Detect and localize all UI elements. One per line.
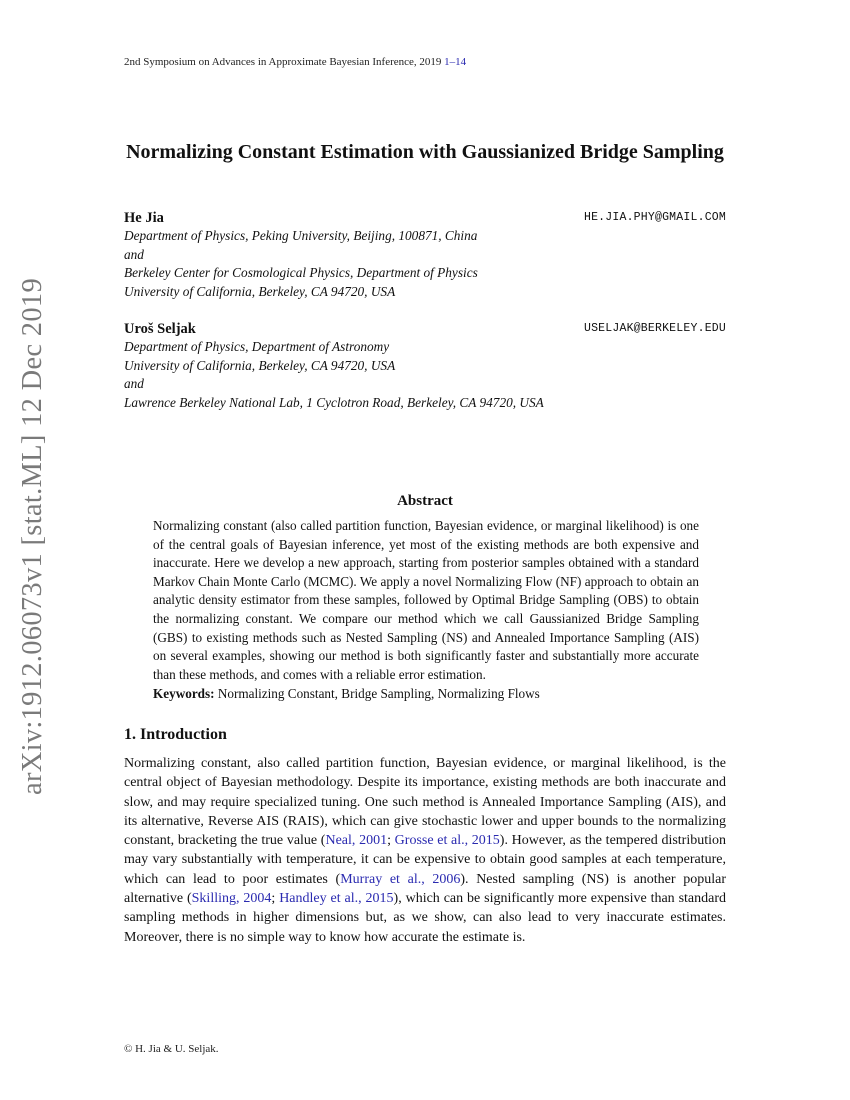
- section-heading: 1. Introduction: [124, 726, 227, 743]
- citation-link[interactable]: Handley et al., 2015: [279, 891, 394, 907]
- citation-link[interactable]: Grosse et al., 2015: [394, 833, 500, 849]
- affiliation-line: University of California, Berkeley, CA 94720, USA: [124, 284, 396, 300]
- copyright-footer: © H. Jia & U. Seljak.: [124, 1043, 219, 1055]
- affiliation-line: Lawrence Berkeley National Lab, 1 Cyclotron Road, Berkeley, CA 94720, USA: [124, 395, 544, 411]
- affiliation-line: and: [124, 246, 144, 262]
- keywords-label: Keywords:: [153, 686, 215, 701]
- affiliation-line: Department of Physics, Peking University, Beijing, 100871, China: [124, 228, 478, 243]
- author-name: He Jia: [124, 210, 164, 226]
- citation-link[interactable]: Murray et al., 2006: [340, 871, 461, 887]
- running-header: [124, 56, 466, 68]
- author-email[interactable]: USELJAK@BERKELEY.EDU: [583, 322, 726, 335]
- author-block-2: [124, 321, 726, 413]
- text-run: ). However, as the tempered distribution may vary substantially with temperature, it can be expensive to obtain good samples at each temperature, which can lead to poor estimates (: [124, 833, 727, 887]
- citation-link[interactable]: Skilling, 2004: [191, 891, 272, 907]
- text-run: ), which can be significantly more expensive than standard sampling methods in higher dimensions but, as we show, can also lead to very inaccurate estimates. Moreover, there is no simple way to know how accurate the estimate is.: [124, 891, 726, 945]
- arxiv-stamp: arXiv:1912.06073v1 [stat.ML] 12 Dec 2019: [17, 278, 48, 795]
- page-range-link[interactable]: 1–14: [444, 56, 467, 68]
- text-run: ). Nested sampling (NS) is another popular alternative (: [124, 871, 726, 907]
- text-run: ;: [271, 891, 280, 907]
- introduction-paragraph: [124, 754, 726, 947]
- text-run: ;: [387, 833, 395, 849]
- affiliation-line: Berkeley Center for Cosmological Physics, Department of Physics: [124, 265, 478, 281]
- author-email[interactable]: HE.JIA.PHY@GMAIL.COM: [583, 211, 726, 224]
- abstract-text: Normalizing constant (also called partition function, Bayesian evidence, or marginal likelihood) is one of the central goals of Bayesian inference, yet most of the existing methods are both expensive and inaccurate. Here we develop a new approach, starting from posterior samples obtained with a standard Markov Chain Monte Carlo (MCMC). We apply a novel Normalizing Flow (NF) approach to obtain an analytic density estimator from these samples, followed by Optimal Bridge Sampling (OBS) to obtain the normalizing constant. We compare our method which we call Gaussianized Bridge Sampling (GBS) to existing methods such as Nested Sampling (NS) and Annealed Importance Sampling (AIS) on several examples, showing our method is both significantly faster and substantially more accurate than these methods, and comes with a reliable error estimation.: [153, 518, 699, 682]
- affiliation-line: and: [124, 376, 144, 392]
- author-name: Uroš Seljak: [124, 321, 196, 337]
- paper-title: Normalizing Constant Estimation with Gaussianized Bridge Sampling: [126, 141, 724, 163]
- abstract-heading: Abstract: [397, 493, 453, 509]
- author-affiliation: [124, 227, 726, 302]
- citation-link[interactable]: Neal, 2001: [325, 833, 388, 849]
- affiliation-line: University of California, Berkeley, CA 94720, USA: [124, 357, 396, 373]
- text-run: Normalizing constant, also called partition function, Bayesian evidence, or marginal likelihood, is the central object of Bayesian methodology. Despite its importance, existing methods are both inaccurate and slow, and may require specialized tuning. One such method is Annealed Importance Sampling (AIS), and its alternative, Reverse AIS (RAIS), which can give stochastic lower and upper bounds to the normalizing constant, bracketing the true value (: [124, 756, 726, 849]
- venue-text: 2nd Symposium on Advances in Approximate Bayesian Inference, 2019: [124, 56, 442, 68]
- keywords-list: Normalizing Constant, Bridge Sampling, Normalizing Flows: [217, 686, 540, 701]
- affiliation-line: Department of Physics, Department of Astronomy: [124, 339, 390, 354]
- keywords: [153, 686, 699, 702]
- author-block-1: [124, 210, 726, 302]
- author-affiliation: [124, 338, 726, 413]
